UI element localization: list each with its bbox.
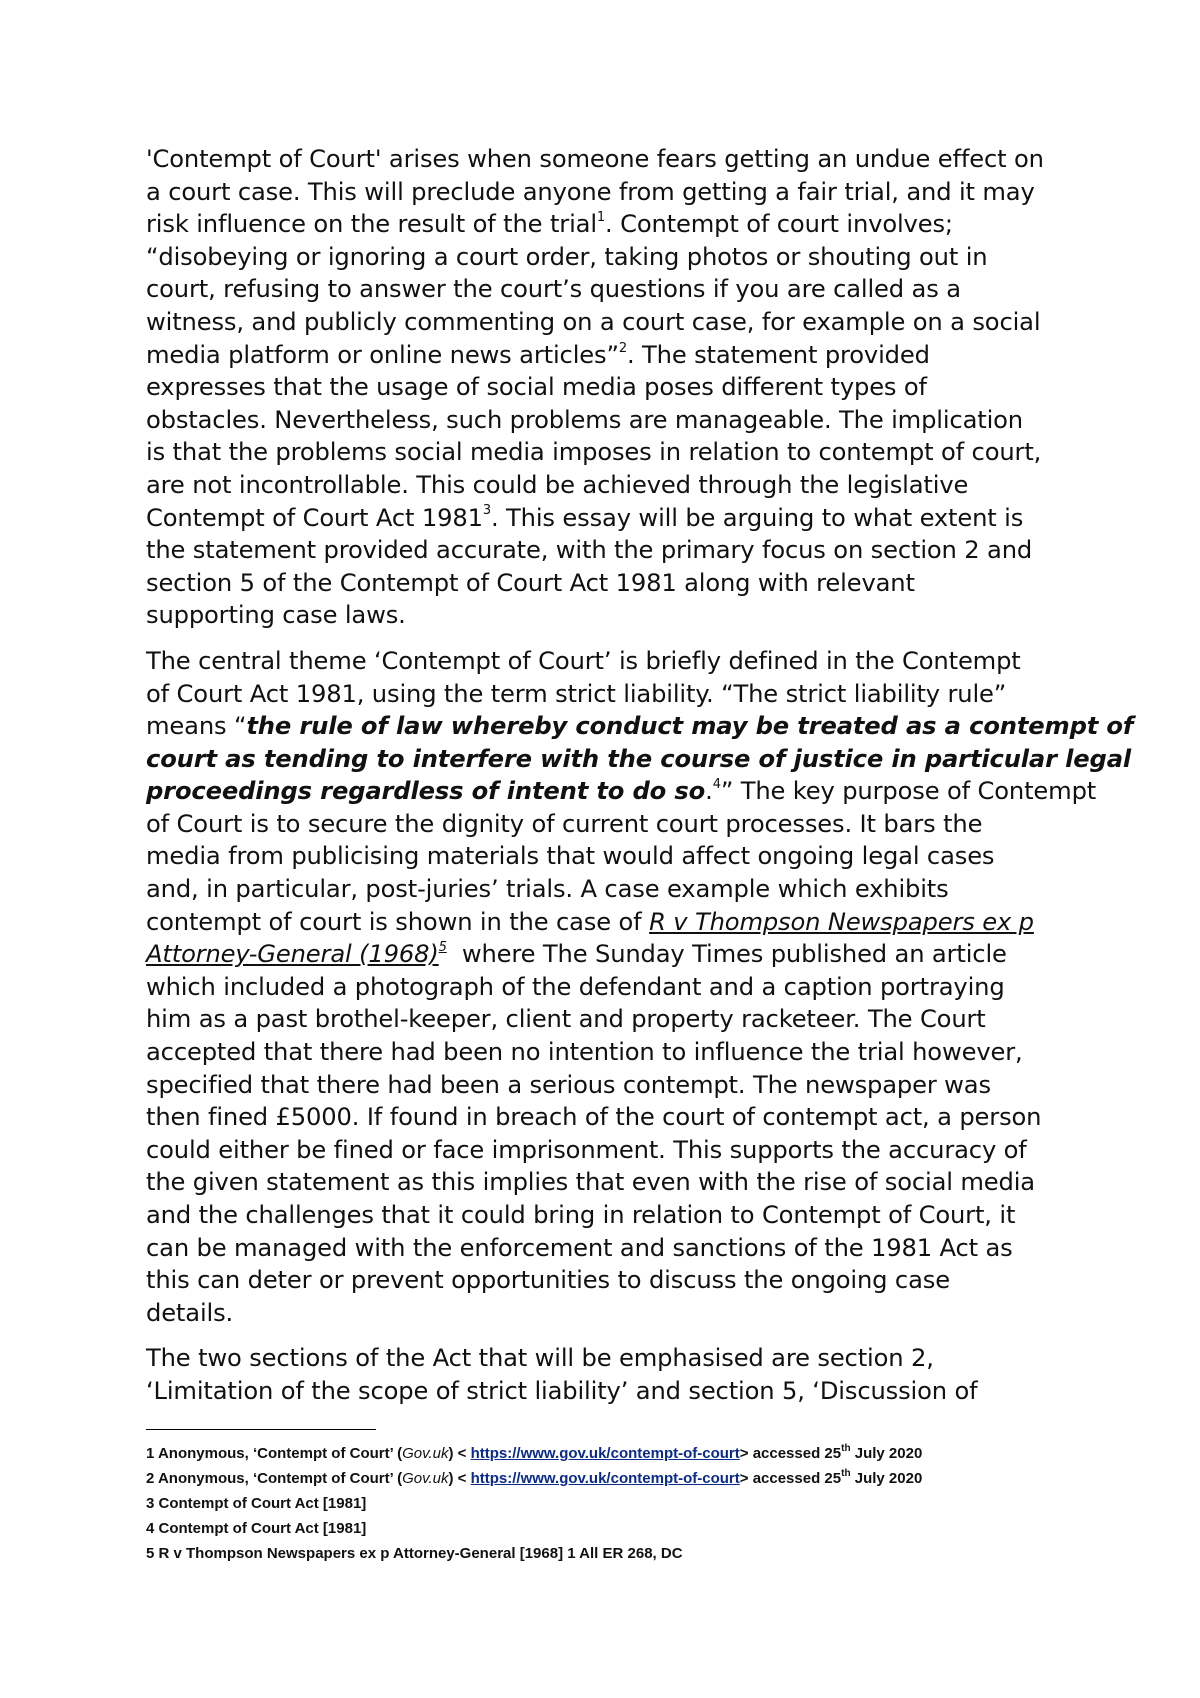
footnote-5: 5 R v Thompson Newspapers ex p Attorney-General [1968] 1 All ER 268, DC [146, 1545, 683, 1562]
footnote-link[interactable]: https://www.gov.uk/contempt-of-court [470, 1470, 740, 1487]
text-line: supporting case laws. [146, 601, 406, 630]
text-line [146, 710, 1134, 743]
footnote-1 [146, 1441, 1076, 1466]
text-segment: ” The key purpose of Contempt [720, 777, 1097, 806]
footnote-text: > accessed 25 [739, 1470, 842, 1487]
text-line: a court case. This will preclude anyone from getting a fair trial, and it may [146, 177, 1035, 206]
text-line [146, 208, 1076, 241]
text-line [146, 775, 1097, 808]
text-line: him as a past brothel-keeper, client and property racketeer. The Court [146, 1005, 986, 1034]
footnote-text: July 2020 [850, 1445, 923, 1462]
text-line: the given statement as this implies that even with the rise of social media [146, 1168, 1035, 1197]
text-line: ‘Limitation of the scope of strict liability’ and section 5, ‘Discussion of [146, 1376, 978, 1405]
text-segment: Contempt of Court Act 1981 [146, 503, 483, 532]
text-segment: . Contempt of court involves; [605, 210, 953, 239]
footnote-4: 4 Contempt of Court Act [1981] [146, 1520, 367, 1537]
text-line: The central theme ‘Contempt of Court’ is briefly defined in the Contempt [146, 646, 1021, 675]
footnote-marker-2[interactable]: 2 [618, 340, 627, 356]
footnote-link[interactable]: https://www.gov.uk/contempt-of-court [470, 1445, 740, 1462]
footnote-text: 1 Anonymous, ‘Contempt of Court’ ( [146, 1445, 403, 1462]
text-segment: . [705, 777, 713, 806]
footnote-marker-3[interactable]: 3 [482, 503, 491, 519]
text-line: section 5 of the Contempt of Court Act 1981 along with relevant [146, 568, 915, 597]
text-segment: contempt of court is shown in the case of [146, 907, 650, 936]
text-segment: . The statement provided [626, 340, 930, 369]
text-segment: . This essay will be arguing to what extent is [490, 503, 1024, 532]
footnote-source: Gov.uk [402, 1470, 449, 1487]
footnote-separator [146, 1429, 376, 1430]
text-line: which included a photograph of the defendant and a caption portraying [146, 972, 1005, 1001]
footnote-source: Gov.uk [402, 1445, 449, 1462]
text-segment: media platform or online news articles” [146, 340, 619, 369]
text-segment: where The Sunday Times published an article [446, 940, 1007, 969]
paragraph-sections [146, 1342, 1076, 1407]
text-line: the statement provided accurate, with the primary focus on section 2 and [146, 536, 1033, 565]
footnote-2 [146, 1466, 1076, 1491]
text-line: witness, and publicly commenting on a court case, for example on a social [146, 307, 1041, 336]
case-citation: R v Thompson Newspapers ex p [649, 907, 1034, 936]
text-line: “disobeying or ignoring a court order, taking photos or shouting out in [146, 242, 988, 271]
ordinal-suffix: th [841, 1468, 851, 1479]
footnote-text: ) < [448, 1470, 471, 1487]
text-line: are not incontrollable. This could be achieved through the legislative [146, 470, 969, 499]
case-citation: Attorney-General (1968) [146, 940, 439, 969]
paragraph-central-theme [146, 645, 1134, 1329]
statute-quote: the rule of law whereby conduct may be treated as a contempt of [246, 712, 1134, 741]
footnotes [146, 1441, 1076, 1566]
footnote-3: 3 Contempt of Court Act [1981] [146, 1495, 367, 1512]
statute-quote: court as tending to interfere with the course of justice in particular legal [146, 744, 1132, 773]
footnote-text: July 2020 [850, 1470, 923, 1487]
text-line [146, 938, 1076, 971]
text-segment: risk influence on the result of the trial [146, 210, 597, 239]
statute-quote: proceedings regardless of intent to do so [146, 777, 706, 806]
text-line: court, refusing to answer the court’s questions if you are called as a [146, 275, 961, 304]
paragraph-intro [146, 143, 1076, 632]
footnote-text: > accessed 25 [739, 1445, 842, 1462]
text-line: obstacles. Nevertheless, such problems are manageable. The implication [146, 405, 1023, 434]
text-line: and the challenges that it could bring in relation to Contempt of Court, it [146, 1201, 1016, 1229]
footnote-text: 2 Anonymous, ‘Contempt of Court’ ( [146, 1470, 403, 1487]
text-line: then fined £5000. If found in breach of the court of contempt act, a person [146, 1103, 1042, 1132]
text-line: 'Contempt of Court' arises when someone fears getting an undue effect on [146, 145, 1044, 173]
text-line [146, 339, 1076, 372]
text-line: media from publicising materials that would affect ongoing legal cases [146, 842, 995, 871]
footnote-marker-4[interactable]: 4 [712, 777, 721, 793]
text-line: expresses that the usage of social media poses different types of [146, 373, 927, 402]
text-line: accepted that there had been no intention to influence the trial however, [146, 1038, 1023, 1067]
text-line: this can deter or prevent opportunities to discuss the ongoing case [146, 1266, 950, 1295]
text-line [146, 906, 1076, 939]
text-line: specified that there had been a serious contempt. The newspaper was [146, 1070, 991, 1099]
text-segment: means “ [146, 712, 247, 741]
text-line: is that the problems social media imposes in relation to contempt of court, [146, 438, 1042, 467]
essay-body [146, 143, 1134, 1421]
text-line: could either be fined or face imprisonment. This supports the accuracy of [146, 1135, 1027, 1164]
text-line: can be managed with the enforcement and sanctions of the 1981 Act as [146, 1233, 1013, 1262]
text-line: of Court is to secure the dignity of current court processes. It bars the [146, 809, 983, 838]
footnote-text: ) < [448, 1445, 471, 1462]
footnote-marker-5[interactable]: 5 [438, 940, 447, 956]
ordinal-suffix: th [841, 1443, 851, 1454]
text-line: of Court Act 1981, using the term strict liability. “The strict liability rule” [146, 679, 1007, 708]
text-line: details. [146, 1298, 234, 1327]
text-line: and, in particular, post-juries’ trials. A case example which exhibits [146, 875, 949, 904]
text-line: The two sections of the Act that will be emphasised are section 2, [146, 1344, 934, 1373]
text-line [146, 502, 1076, 535]
footnote-marker-1[interactable]: 1 [596, 210, 606, 226]
